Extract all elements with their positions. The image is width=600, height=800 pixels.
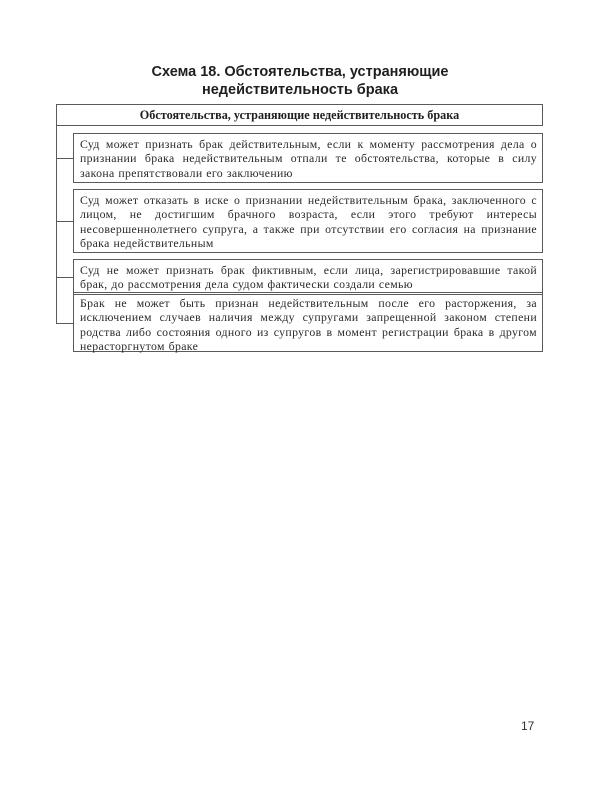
diagram-item-text: Суд не может признать брак фиктивным, если лица, зарегистрировавшие такой брак, до рассмотрения дела судом фактически создали семью xyxy=(80,263,537,292)
diagram-item-box xyxy=(73,259,543,295)
diagram-connector xyxy=(56,221,73,222)
diagram-item-box xyxy=(73,133,543,183)
diagram-connector xyxy=(56,323,73,324)
diagram-trunk-line xyxy=(56,126,57,323)
diagram-connector xyxy=(56,277,73,278)
diagram-connector xyxy=(56,158,73,159)
diagram-header-box xyxy=(56,104,543,126)
page-title-line-2: недействительность брака xyxy=(201,82,399,98)
diagram-item-text: Брак не может быть признан недействительным после его расторжения, за исключением случаев наличия между супругами запрещенной законом степени родства либо состояния одного из супругов в момент регистрации брака в другом нерасторгнутом браке xyxy=(80,296,537,353)
diagram-item-box xyxy=(73,292,543,352)
page-title-line-1: Схема 18. Обстоятельства, устраняющие xyxy=(151,64,449,80)
diagram-item-text: Суд может отказать в иске о признании недействительным брака, заключенного с лицом, не достигшим брачного возраста, если этого требуют интересы несовершеннолетнего супруга, а также при отсутствии его согласия на признание брака недействительным xyxy=(80,193,537,250)
page-number: 17 xyxy=(521,719,535,733)
diagram-item-box xyxy=(73,189,543,253)
diagram-item-text: Суд может признать брак действительным, если к моменту рассмотрения дела о признании брака недействительным отпали те обстоятельства, которые в силу закона препятствовали его заключению xyxy=(80,137,537,180)
diagram-header-text: Обстоятельства, устраняющие недействительность брака xyxy=(139,107,460,122)
page-title xyxy=(0,63,600,99)
